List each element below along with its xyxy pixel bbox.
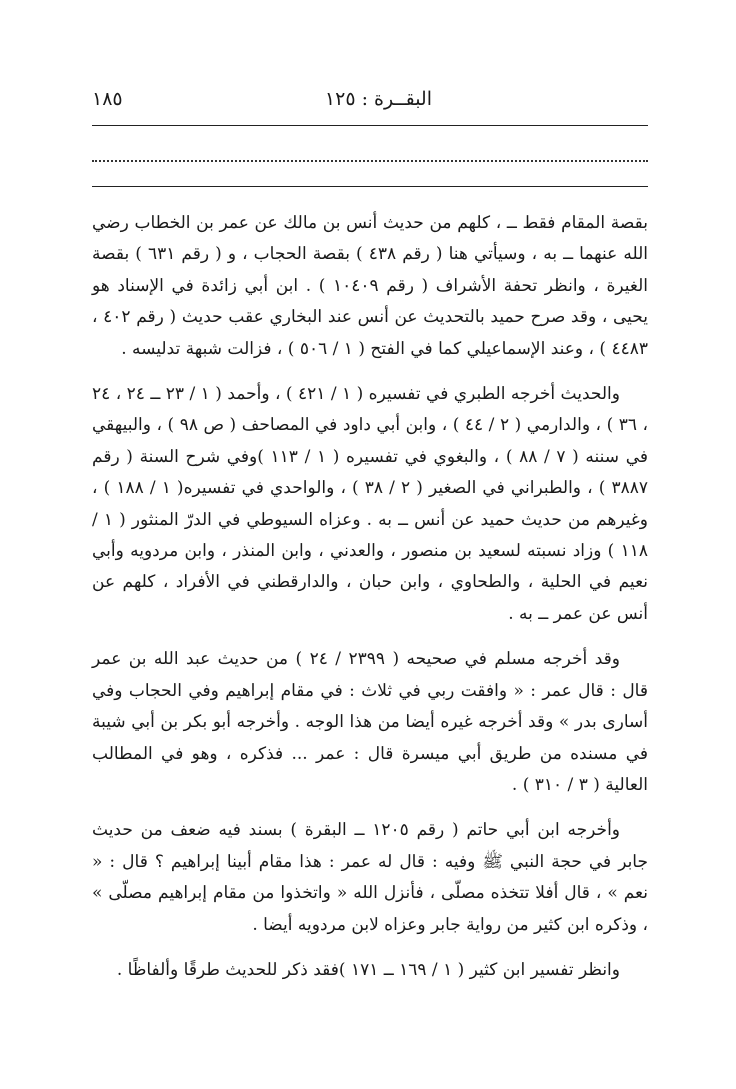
- paragraph-3: وقد أخرجه مسلم في صحيحه ( ٢٣٩٩ / ٢٤ ) من حديث عبد الله بن عمر قال : قال عمر : « وافقت ربي في ثلاث : في مقام إبراهيم وفي الحجاب وفي أسارى بدر » وقد أخرجه غيره أيضا من هذا الوجه . وأخرجه أبو بكر بن أبي شيبة في مسنده من طريق أبي ميسرة قال : عمر ... فذكره ، وهو في المطالب العالية ( ٣ / ٣١٠ ) .: [92, 649, 648, 795]
- page-header: [92, 88, 648, 118]
- footnote-body: [92, 208, 648, 1000]
- paragraph-5: وانظر تفسير ابن كثير ( ١ / ١٦٩ ــ ١٧١ )فقد ذكر للحديث طرقًا وألفاظًا .: [116, 959, 620, 980]
- header-rule: [92, 125, 648, 126]
- dotted-separator: [92, 160, 648, 162]
- running-title: البقــرة : ١٢٥: [324, 88, 432, 110]
- paragraph-2: والحديث أخرجه الطبري في تفسيره ( ١ / ٤٢١ ) ، وأحمد ( ١ / ٢٣ ــ ٢٤ ، ٢٤ ، ٣٦ ) ، والدارمي ( ٢ / ٤٤ ) ، وابن أبي داود في المصاحف ( ص ٩٨ ) ، والبيهقي في سننه ( ٧ / ٨٨ ) ، والبغوي في تفسيره ( ١ / ١١٣ )وفي شرح السنة ( رقم ٣٨٨٧ ) ، والطبراني في الصغير ( ٢ / ٣٨ ) ، والواحدي في تفسيره( ١ / ١٨٨ ) ، وغيرهم من حديث حميد عن أنس ــ به . وعزاه السيوطي في الدرّ المنثور ( ١ / ١١٨ ) وزاد نسبته لسعيد بن منصور ، والعدني ، وابن المنذر ، وابن مردويه وأبي نعيم في الحلية ، والطحاوي ، وابن حبان ، والدارقطني في الأفراد ، كلهم عن أنس عن عمر ــ به .: [92, 384, 649, 624]
- page-number: ١٨٥: [92, 88, 123, 110]
- paragraph-4: وأخرجه ابن أبي حاتم ( رقم ١٢٠٥ ــ البقرة ) بسند فيه ضعف من حديث جابر في حجة النبي ﷺ وفيه : قال له عمر : هذا مقام أبينا إبراهيم ؟ قال : « نعم » ، قال أفلا تتخذه مصلّى ، فأنزل الله « واتخذوا من مقام إبراهيم مصلّى » ، وذكره ابن كثير من رواية جابر وعزاه لابن مردويه أيضا .: [92, 820, 648, 935]
- footnote-rule: [92, 186, 648, 187]
- paragraph-1: بقصة المقام فقط ــ ، كلهم من حديث أنس بن مالك عن عمر بن الخطاب رضي الله عنهما ــ به ، وسيأتي هنا ( رقم ٤٣٨ ) بقصة الحجاب ، و ( رقم ٦٣١ ) بقصة الغيرة ، وانظر تحفة الأشراف ( رقم ١٠٤٠٩ ) . ابن أبي زائدة في الإسناد هو يحيى ، وقد صرح حميد بالتحديث عن أنس عند البخاري عقب حديث ( رقم ٤٠٢ ، ٤٤٨٣ ) ، وعند الإسماعيلي كما في الفتح ( ١ / ٥٠٦ ) ، فزالت شبهة تدليسه .: [92, 213, 649, 359]
